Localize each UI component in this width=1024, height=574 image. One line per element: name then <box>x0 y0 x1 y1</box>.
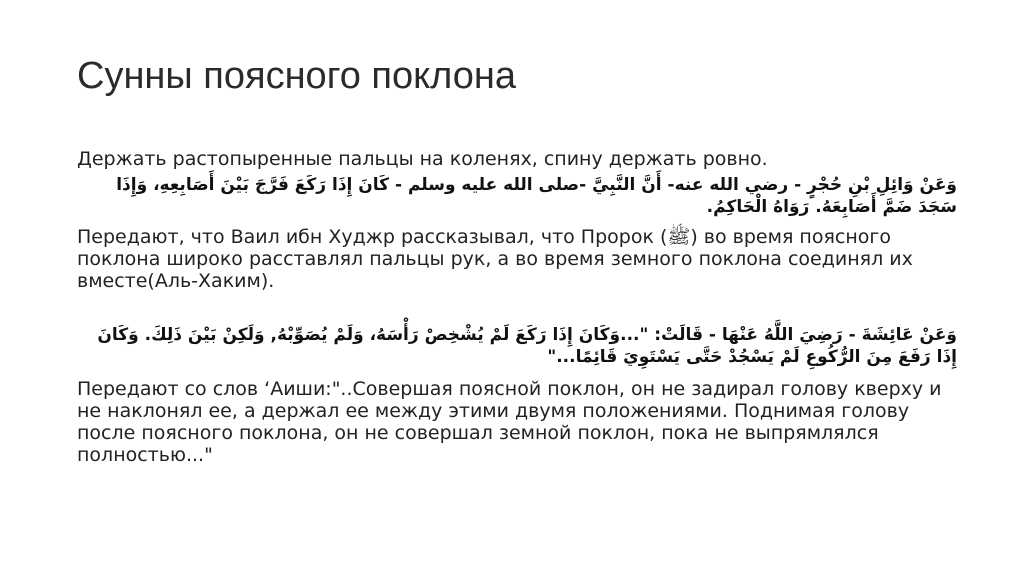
paragraph-wail-translation: Передают, что Ваил ибн Худжр рассказывал, что Пророк (ﷺ) во время поясного поклона широко расставлял пальцы рук, а во время земного поклона соединял их вместе(Аль-Хаким). <box>77 226 913 292</box>
paragraph-aisha-translation: Передают со слов ‘Аиши:"..Совершая поясной поклон, он не задирал голову кверху и не наклонял ее, а держал ее между этими двумя положениями. Поднимая голову после поясного поклона, он не совершал земной поклон, пока не выпрямлялся полностью..." <box>77 378 942 466</box>
slide-title: Сунны поясного поклона <box>77 55 517 97</box>
slide-content <box>77 148 957 466</box>
arabic-hadith-wail: وَعَنْ وَائِلِ بْنِ حُجْرٍ - رضي الله عنه- أَنَّ النَّبِيَّ -صلى الله عليه وسلم - كَانَ إِذَا رَكَعَ فَرَّجَ بَيْنَ أَصَابِعِهِ، وَإِذَا سَجَدَ ضَمَّ أَصَابِعَهُ. رَوَاهُ الْحَاكِمُ. <box>116 175 957 217</box>
arabic-hadith-aisha: وَعَنْ عَائِشَةَ - رَضِيَ اللَّهُ عَنْهَا - قَالَتْ: "...وَكَانَ إِذَا رَكَعَ لَمْ يُشْخِصْ رَأْسَهُ، وَلَمْ يُصَوِّبْهُ, وَلَكِنْ بَيْنَ ذَلِكَ. وَكَانَ إِذَا رَفَعَ مِنَ الرُّكُوعِ لَمْ يَسْجُدْ حَتَّى يَسْتَوِيَ قَائِمًا..." <box>97 325 957 367</box>
paragraph-fingers-instruction: Держать растопыренные пальцы на коленях, спину держать ровно. <box>77 148 768 170</box>
